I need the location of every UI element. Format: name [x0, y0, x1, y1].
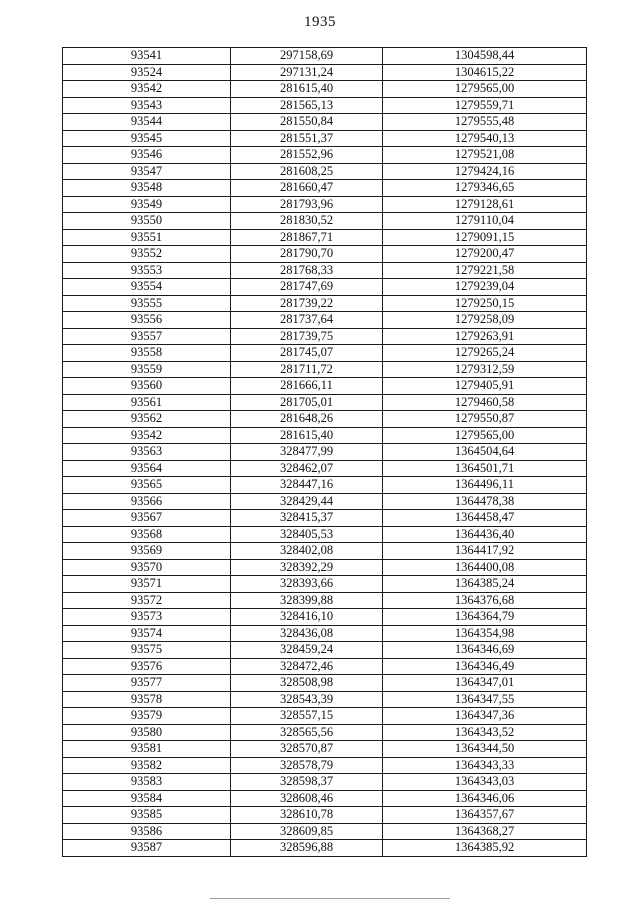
x-coordinate-cell: 281608,25	[231, 163, 383, 180]
table-row	[63, 444, 587, 461]
y-coordinate-cell: 1364347,01	[383, 675, 587, 692]
x-coordinate-cell: 281867,71	[231, 229, 383, 246]
y-coordinate-cell: 1364376,68	[383, 592, 587, 609]
table-row	[63, 774, 587, 791]
x-coordinate-cell: 328608,46	[231, 790, 383, 807]
table-row	[63, 246, 587, 263]
table-row	[63, 658, 587, 675]
table-row	[63, 130, 587, 147]
point-number-cell: 93556	[63, 312, 231, 329]
y-coordinate-cell: 1364385,92	[383, 840, 587, 857]
y-coordinate-cell: 1304615,22	[383, 64, 587, 81]
table-row	[63, 510, 587, 527]
table-row	[63, 262, 587, 279]
x-coordinate-cell: 281660,47	[231, 180, 383, 197]
y-coordinate-cell: 1279559,71	[383, 97, 587, 114]
point-number-cell: 93582	[63, 757, 231, 774]
point-number-cell: 93543	[63, 97, 231, 114]
x-coordinate-cell: 281648,26	[231, 411, 383, 428]
point-number-cell: 93570	[63, 559, 231, 576]
point-number-cell: 93541	[63, 48, 231, 65]
x-coordinate-cell: 328543,39	[231, 691, 383, 708]
x-coordinate-cell: 281550,84	[231, 114, 383, 131]
y-coordinate-cell: 1364347,36	[383, 708, 587, 725]
table-row	[63, 691, 587, 708]
table-row	[63, 295, 587, 312]
table-row	[63, 741, 587, 758]
table-row	[63, 328, 587, 345]
y-coordinate-cell: 1279550,87	[383, 411, 587, 428]
x-coordinate-cell: 328429,44	[231, 493, 383, 510]
table-row	[63, 576, 587, 593]
point-number-cell: 93577	[63, 675, 231, 692]
table-row	[63, 724, 587, 741]
y-coordinate-cell: 1279258,09	[383, 312, 587, 329]
coordinates-table-container	[62, 47, 586, 857]
coordinates-table	[62, 47, 587, 857]
y-coordinate-cell: 1279110,04	[383, 213, 587, 230]
y-coordinate-cell: 1279200,47	[383, 246, 587, 263]
table-row	[63, 823, 587, 840]
point-number-cell: 93554	[63, 279, 231, 296]
x-coordinate-cell: 328598,37	[231, 774, 383, 791]
table-row	[63, 675, 587, 692]
table-row	[63, 708, 587, 725]
y-coordinate-cell: 1364346,69	[383, 642, 587, 659]
y-coordinate-cell: 1364347,55	[383, 691, 587, 708]
point-number-cell: 93555	[63, 295, 231, 312]
table-row	[63, 163, 587, 180]
table-row	[63, 427, 587, 444]
x-coordinate-cell: 328477,99	[231, 444, 383, 461]
table-row	[63, 229, 587, 246]
y-coordinate-cell: 1279424,16	[383, 163, 587, 180]
y-coordinate-cell: 1364346,49	[383, 658, 587, 675]
y-coordinate-cell: 1364368,27	[383, 823, 587, 840]
x-coordinate-cell: 281615,40	[231, 81, 383, 98]
y-coordinate-cell: 1279540,13	[383, 130, 587, 147]
point-number-cell: 93580	[63, 724, 231, 741]
x-coordinate-cell: 328402,08	[231, 543, 383, 560]
table-row	[63, 411, 587, 428]
point-number-cell: 93544	[63, 114, 231, 131]
x-coordinate-cell: 328609,85	[231, 823, 383, 840]
y-coordinate-cell: 1279250,15	[383, 295, 587, 312]
point-number-cell: 93560	[63, 378, 231, 395]
table-row	[63, 840, 587, 857]
x-coordinate-cell: 328392,29	[231, 559, 383, 576]
point-number-cell: 93566	[63, 493, 231, 510]
point-number-cell: 93542	[63, 81, 231, 98]
x-coordinate-cell: 281551,37	[231, 130, 383, 147]
table-row	[63, 559, 587, 576]
table-row	[63, 642, 587, 659]
point-number-cell: 93549	[63, 196, 231, 213]
x-coordinate-cell: 281739,75	[231, 328, 383, 345]
point-number-cell: 93564	[63, 460, 231, 477]
y-coordinate-cell: 1364458,47	[383, 510, 587, 527]
table-row	[63, 97, 587, 114]
x-coordinate-cell: 281830,52	[231, 213, 383, 230]
point-number-cell: 93548	[63, 180, 231, 197]
x-coordinate-cell: 328462,07	[231, 460, 383, 477]
x-coordinate-cell: 297131,24	[231, 64, 383, 81]
x-coordinate-cell: 281747,69	[231, 279, 383, 296]
y-coordinate-cell: 1364344,50	[383, 741, 587, 758]
x-coordinate-cell: 328610,78	[231, 807, 383, 824]
y-coordinate-cell: 1364343,03	[383, 774, 587, 791]
point-number-cell: 93584	[63, 790, 231, 807]
y-coordinate-cell: 1304598,44	[383, 48, 587, 65]
x-coordinate-cell: 328557,15	[231, 708, 383, 725]
table-row	[63, 196, 587, 213]
point-number-cell: 93557	[63, 328, 231, 345]
point-number-cell: 93553	[63, 262, 231, 279]
x-coordinate-cell: 328596,88	[231, 840, 383, 857]
x-coordinate-cell: 328436,08	[231, 625, 383, 642]
table-row	[63, 477, 587, 494]
y-coordinate-cell: 1364504,64	[383, 444, 587, 461]
y-coordinate-cell: 1364343,52	[383, 724, 587, 741]
y-coordinate-cell: 1279221,58	[383, 262, 587, 279]
x-coordinate-cell: 328472,46	[231, 658, 383, 675]
x-coordinate-cell: 281768,33	[231, 262, 383, 279]
point-number-cell: 93583	[63, 774, 231, 791]
table-row	[63, 394, 587, 411]
y-coordinate-cell: 1279312,59	[383, 361, 587, 378]
page-number: 1935	[304, 14, 336, 30]
table-row	[63, 625, 587, 642]
point-number-cell: 93587	[63, 840, 231, 857]
point-number-cell: 93579	[63, 708, 231, 725]
y-coordinate-cell: 1364436,40	[383, 526, 587, 543]
y-coordinate-cell: 1364354,98	[383, 625, 587, 642]
point-number-cell: 93568	[63, 526, 231, 543]
point-number-cell: 93585	[63, 807, 231, 824]
y-coordinate-cell: 1364417,92	[383, 543, 587, 560]
table-row	[63, 48, 587, 65]
table-row	[63, 807, 587, 824]
point-number-cell: 93572	[63, 592, 231, 609]
point-number-cell: 93563	[63, 444, 231, 461]
point-number-cell: 93569	[63, 543, 231, 560]
x-coordinate-cell: 328459,24	[231, 642, 383, 659]
x-coordinate-cell: 328399,88	[231, 592, 383, 609]
y-coordinate-cell: 1279128,61	[383, 196, 587, 213]
table-row	[63, 378, 587, 395]
table-row	[63, 609, 587, 626]
point-number-cell: 93571	[63, 576, 231, 593]
x-coordinate-cell: 297158,69	[231, 48, 383, 65]
x-coordinate-cell: 328405,53	[231, 526, 383, 543]
x-coordinate-cell: 281793,96	[231, 196, 383, 213]
point-number-cell: 93565	[63, 477, 231, 494]
y-coordinate-cell: 1279239,04	[383, 279, 587, 296]
x-coordinate-cell: 281615,40	[231, 427, 383, 444]
y-coordinate-cell: 1364364,79	[383, 609, 587, 626]
point-number-cell: 93586	[63, 823, 231, 840]
y-coordinate-cell: 1364496,11	[383, 477, 587, 494]
x-coordinate-cell: 328415,37	[231, 510, 383, 527]
y-coordinate-cell: 1279265,24	[383, 345, 587, 362]
x-coordinate-cell: 281666,11	[231, 378, 383, 395]
table-row	[63, 114, 587, 131]
table-row	[63, 361, 587, 378]
table-row	[63, 213, 587, 230]
point-number-cell: 93575	[63, 642, 231, 659]
y-coordinate-cell: 1279555,48	[383, 114, 587, 131]
point-number-cell: 93558	[63, 345, 231, 362]
y-coordinate-cell: 1364346,06	[383, 790, 587, 807]
x-coordinate-cell: 328565,56	[231, 724, 383, 741]
point-number-cell: 93576	[63, 658, 231, 675]
table-row	[63, 345, 587, 362]
table-row	[63, 526, 587, 543]
x-coordinate-cell: 328447,16	[231, 477, 383, 494]
table-row	[63, 790, 587, 807]
x-coordinate-cell: 281790,70	[231, 246, 383, 263]
y-coordinate-cell: 1364343,33	[383, 757, 587, 774]
table-row	[63, 180, 587, 197]
point-number-cell: 93545	[63, 130, 231, 147]
point-number-cell: 93561	[63, 394, 231, 411]
x-coordinate-cell: 328508,98	[231, 675, 383, 692]
point-number-cell: 93559	[63, 361, 231, 378]
y-coordinate-cell: 1279346,65	[383, 180, 587, 197]
table-row	[63, 460, 587, 477]
point-number-cell: 93552	[63, 246, 231, 263]
x-coordinate-cell: 328570,87	[231, 741, 383, 758]
table-row	[63, 279, 587, 296]
x-coordinate-cell: 281711,72	[231, 361, 383, 378]
table-row	[63, 312, 587, 329]
x-coordinate-cell: 328393,66	[231, 576, 383, 593]
y-coordinate-cell: 1279521,08	[383, 147, 587, 164]
y-coordinate-cell: 1279565,00	[383, 427, 587, 444]
y-coordinate-cell: 1364400,08	[383, 559, 587, 576]
point-number-cell: 93562	[63, 411, 231, 428]
table-row	[63, 81, 587, 98]
table-row	[63, 592, 587, 609]
point-number-cell: 93574	[63, 625, 231, 642]
point-number-cell: 93546	[63, 147, 231, 164]
x-coordinate-cell: 281705,01	[231, 394, 383, 411]
y-coordinate-cell: 1279091,15	[383, 229, 587, 246]
y-coordinate-cell: 1364478,38	[383, 493, 587, 510]
table-row	[63, 64, 587, 81]
point-number-cell: 93542	[63, 427, 231, 444]
y-coordinate-cell: 1364501,71	[383, 460, 587, 477]
x-coordinate-cell: 281745,07	[231, 345, 383, 362]
x-coordinate-cell: 281739,22	[231, 295, 383, 312]
point-number-cell: 93550	[63, 213, 231, 230]
point-number-cell: 93524	[63, 64, 231, 81]
y-coordinate-cell: 1279565,00	[383, 81, 587, 98]
coordinates-table-body	[63, 48, 587, 857]
y-coordinate-cell: 1279460,58	[383, 394, 587, 411]
x-coordinate-cell: 328416,10	[231, 609, 383, 626]
point-number-cell: 93573	[63, 609, 231, 626]
x-coordinate-cell: 328578,79	[231, 757, 383, 774]
table-row	[63, 543, 587, 560]
point-number-cell: 93581	[63, 741, 231, 758]
point-number-cell: 93578	[63, 691, 231, 708]
point-number-cell: 93567	[63, 510, 231, 527]
bottom-rule	[210, 898, 450, 899]
y-coordinate-cell: 1279405,91	[383, 378, 587, 395]
y-coordinate-cell: 1364357,67	[383, 807, 587, 824]
y-coordinate-cell: 1364385,24	[383, 576, 587, 593]
x-coordinate-cell: 281565,13	[231, 97, 383, 114]
x-coordinate-cell: 281737,64	[231, 312, 383, 329]
table-row	[63, 147, 587, 164]
y-coordinate-cell: 1279263,91	[383, 328, 587, 345]
point-number-cell: 93547	[63, 163, 231, 180]
table-row	[63, 493, 587, 510]
point-number-cell: 93551	[63, 229, 231, 246]
table-row	[63, 757, 587, 774]
x-coordinate-cell: 281552,96	[231, 147, 383, 164]
